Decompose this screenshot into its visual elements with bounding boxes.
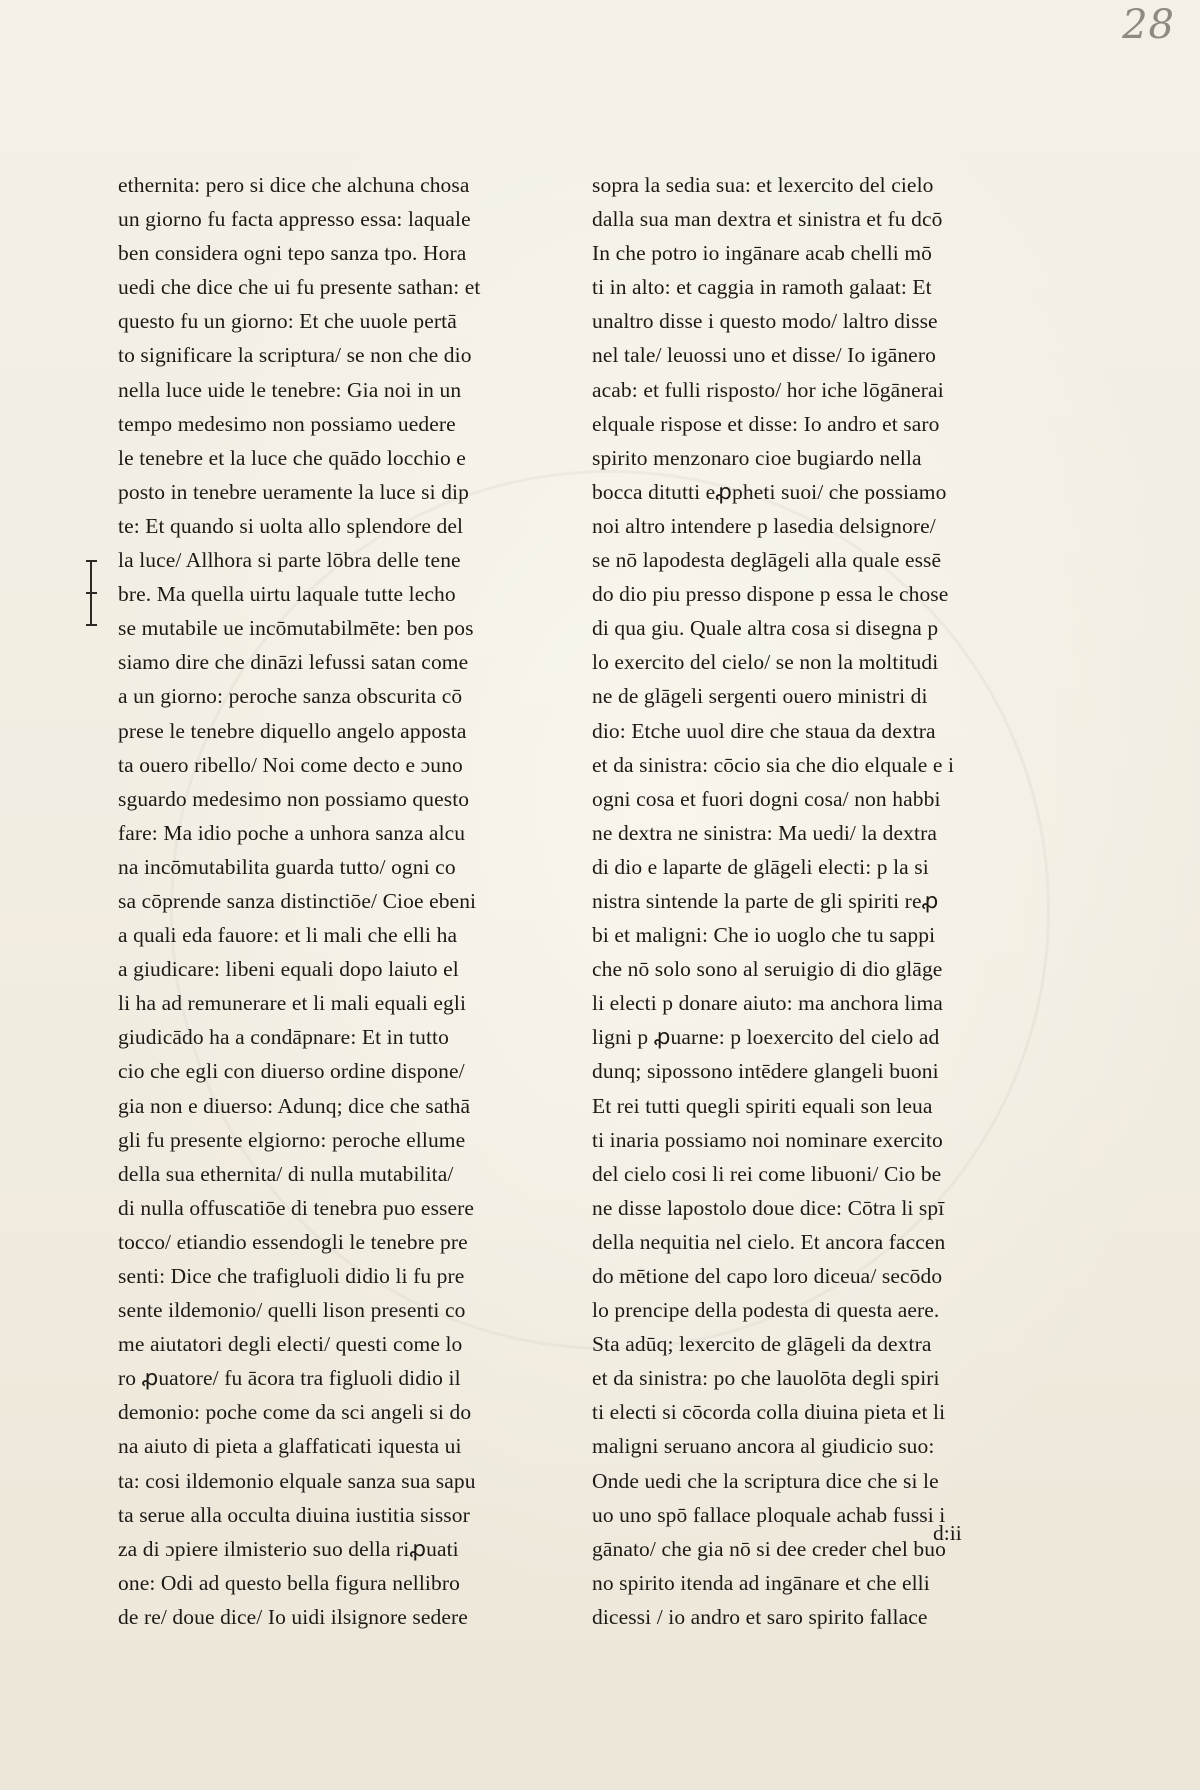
folio-number: 28: [1122, 2, 1175, 48]
right-column-line: sopra la sedia sua: et lexercito del cielo: [592, 173, 934, 197]
right-column-line: unaltro disse i questo modo/ laltro disse: [592, 309, 938, 334]
margin-bracket-mark: [86, 560, 98, 626]
right-column-line: In che potro io ingānare acab chelli mō: [592, 241, 932, 266]
right-column-line: lo exercito del cielo/ se non la moltitudi: [592, 650, 939, 675]
left-column-line: ta: cosi ildemonio elquale sanza sua sapu: [118, 1468, 476, 1493]
right-column-line: li electi p donare aiuto: ma anchora lima: [592, 991, 943, 1016]
left-column-line: di nulla offuscatiōe di tenebra puo essere: [118, 1195, 475, 1220]
right-column-line: ti inaria possiamo noi nominare exercito: [592, 1127, 943, 1152]
right-column-line: gānato/ che gia nō si dee creder chel buo: [592, 1536, 946, 1561]
right-column-line: ne dextra ne sinistra: Ma uedi/ la dextra: [592, 820, 937, 845]
right-column-line: dunq; sipossono intēdere glangeli buoni: [592, 1059, 939, 1084]
left-column-line: tocco/ etiandio essendogli le tenebre pre: [118, 1229, 468, 1254]
right-column-line: no spirito itenda ad ingānare et che elli: [592, 1570, 930, 1595]
right-column-line: dicessi / io andro et saro spirito fallace: [592, 1604, 928, 1629]
right-column-line: et da sinistra: cōcio sia che dio elquale e i: [592, 752, 955, 777]
right-column-line: che nō solo sono al seruigio di dio glāge: [592, 957, 943, 982]
right-column-line: elquale rispose et disse: Io andro et saro: [592, 411, 940, 436]
right-column-line: del cielo cosi li rei come libuoni/ Cio be: [592, 1161, 942, 1186]
left-text-column: [118, 168, 558, 1634]
left-column-line: ben considera ogni tepo sanza tpo. Hora: [118, 241, 467, 266]
right-column-line: maligni seruano ancora al giudicio suo:: [592, 1434, 935, 1459]
left-column-line: te: Et quando si uolta allo splendore del: [118, 513, 464, 538]
right-column-line: Onde uedi che la scriptura dice che si le: [592, 1468, 939, 1493]
left-column-line: giudicādo ha a condāpnare: Et in tutto: [118, 1025, 449, 1050]
left-column-line: de re/ doue dice/ Io uidi ilsignore sedere: [118, 1604, 468, 1629]
right-column-line: ti electi si cōcorda colla diuina pieta et li: [592, 1400, 946, 1425]
left-column-line: tempo medesimo non possiamo uedere: [118, 411, 456, 436]
left-column-line: bre. Ma quella uirtu laquale tutte lecho: [118, 582, 456, 607]
right-column-line: nel tale/ leuossi uno et disse/ Io igānero: [592, 343, 936, 368]
right-column-line: dio: Etche uuol dire che staua da dextra: [592, 718, 936, 743]
right-column-line: do mētione del capo loro diceua/ secōdo: [592, 1264, 943, 1288]
right-column-line: acab: et fulli risposto/ hor iche lōgānerai: [592, 377, 944, 402]
left-column-line: uedi che dice che ui fu presente sathan: et: [118, 275, 481, 300]
left-column-line: me aiutatori degli electi/ questi come lo: [118, 1332, 463, 1357]
left-column-line: to significare la scriptura/ se non che dio: [118, 343, 472, 368]
left-column-line: prese le tenebre diquello angelo appostа: [118, 718, 467, 743]
right-column-line: di dio e laparte de glāgeli electi: p la si: [592, 854, 929, 879]
left-column-line: se mutabile ue incōmutabilmēte: ben pos: [118, 616, 474, 641]
left-column-line: one: Odi ad questo bella figura nellibro: [118, 1570, 460, 1595]
right-text-column: [592, 168, 1032, 1634]
right-column-line: della nequitia nel cielo. Et ancora faccen: [592, 1229, 946, 1254]
right-column-line: ti in alto: et caggia in ramoth galaat: Et: [592, 275, 932, 300]
left-column-line: nella luce uide le tenebre: Gia noi in un: [118, 377, 462, 402]
left-column-line: senti: Dice che trafigluoli didio li fu pre: [118, 1264, 465, 1288]
right-column-line: ogni cosa et fuori dogni cosa/ non habbi: [592, 786, 941, 811]
right-column-line: do dio piu presso dispone p essa le chose: [592, 582, 949, 607]
left-column-line: sente ildemonio/ quelli lison presenti co: [118, 1298, 466, 1323]
left-column-line: della sua ethernita/ di nulla mutabilita/: [118, 1161, 454, 1186]
right-column-line: bocca ditutti eꝓpheti suoi/ che possiamo: [592, 479, 947, 504]
left-column-line: siamo dire che dināzi lefussi satan come: [118, 650, 469, 675]
right-column-line: noi altro intendere p lasedia delsignore/: [592, 513, 936, 538]
left-column-line: ro ꝓuatore/ fu ācora tra figluoli didio il: [118, 1366, 461, 1391]
left-column-line: sa cōprende sanza distinctiōe/ Cioe ebeni: [118, 888, 477, 913]
right-column-line: Sta adūq; lexercito de glāgeli da dextra: [592, 1332, 932, 1357]
left-column-line: a quali eda fauore: et li mali che elli ha: [118, 923, 458, 948]
right-column-line: bi et maligni: Che io uoglo che tu sappi: [592, 923, 936, 948]
left-column-line: demonio: poche come da sci angeli si do: [118, 1400, 472, 1425]
left-column-line: a giudicare: libeni equali dopo laiuto el: [118, 957, 459, 982]
left-column-line: sguardo medesimo non possiamo questo: [118, 786, 470, 811]
left-column-line: ethernita: pero si dice che alchuna chosa: [118, 173, 470, 197]
right-column-line: se nō lapodesta deglāgeli alla quale essē: [592, 548, 942, 573]
left-column-line: posto in tenebre ueramente la luce si dip: [118, 479, 469, 504]
right-column-line: spirito menzonaro cioe bugiardo nella: [592, 445, 922, 470]
left-column-line: ta serue alla occulta diuina iustitia sissor: [118, 1502, 470, 1527]
left-column-line: ta ouero ribello/ Noi come decto e ɔuno: [118, 752, 463, 777]
right-column-line: ne disse lapostolo doue dice: Cōtra li spī: [592, 1195, 945, 1220]
left-column-line: na incōmutabilita guarda tutto/ ogni co: [118, 854, 456, 879]
right-column-line: ligni p ꝓuarne: p loexercito del cielo ad: [592, 1025, 940, 1050]
left-column-line: la luce/ Allhora si parte lōbra delle tene: [118, 548, 461, 573]
left-column-line: li ha ad remunerare et li mali equali egli: [118, 991, 467, 1016]
right-column-line: dalla sua man dextra et sinistra et fu dcō: [592, 207, 943, 232]
right-column-line: uo uno spō fallace ploquale achab fussi i: [592, 1502, 946, 1527]
left-column-line: cio che egli con diuerso ordine dispone/: [118, 1059, 465, 1084]
left-column-line: gli fu presente elgiorno: peroche ellume: [118, 1127, 466, 1152]
right-column-line: lo prencipe della podesta di questa aere.: [592, 1298, 940, 1323]
left-column-line: fare: Ma idio poche a unhora sanza alcu: [118, 820, 466, 845]
left-column-line: gia non e diuerso: Adunq; dice che sathā: [118, 1093, 471, 1118]
left-column-line: un giorno fu facta appresso essa: laquale: [118, 207, 471, 232]
right-column-line: et da sinistra: po che lauolōta degli spiri: [592, 1366, 940, 1391]
left-column-line: za di ɔpiere ilmisterio suo della riꝓuati: [118, 1536, 459, 1561]
left-column-line: le tenebre et la luce che quādo locchio e: [118, 445, 466, 470]
left-column-line: a un giorno: peroche sanza obscurita cō: [118, 684, 463, 709]
signature-mark: d:ii: [933, 1521, 962, 1545]
right-column-line: ne de glāgeli sergenti ouero ministri di: [592, 684, 928, 709]
left-column-line: questo fu un giorno: Et che uuole pertā: [118, 309, 457, 334]
left-column-line: na aiuto di pieta a glaffaticati iquesta ui: [118, 1434, 462, 1459]
right-column-line: nistra sintende la parte de gli spiriti reꝓ: [592, 888, 939, 913]
right-column-line: di qua giu. Quale altra cosa si disegna p: [592, 616, 939, 641]
right-column-line: Et rei tutti quegli spiriti equali son leua: [592, 1093, 933, 1118]
